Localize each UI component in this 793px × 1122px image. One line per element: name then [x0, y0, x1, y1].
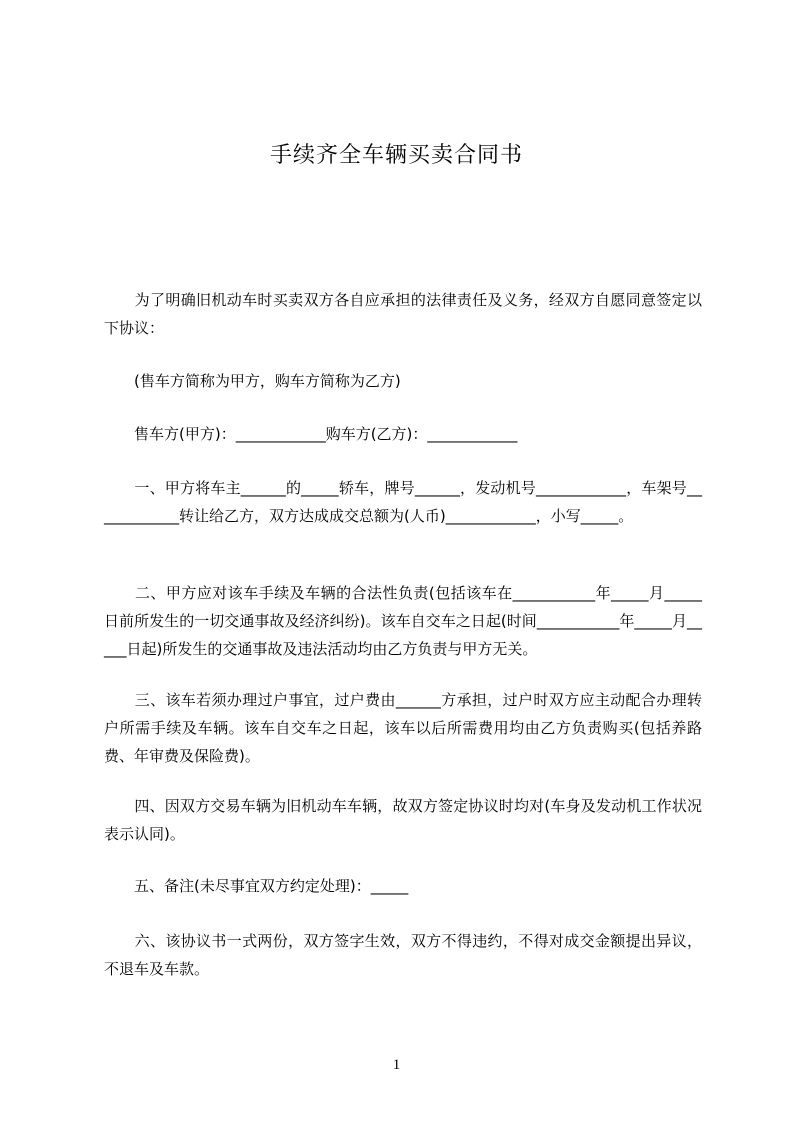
clause-4: 四、因双方交易车辆为旧机动车车辆，故双方签定协议时均对(车身及发动机工作状况表示认同)。 [104, 797, 702, 843]
page-number: 1 [392, 1057, 401, 1073]
clause-1: 一、甲方将车主______的_____轿车，牌号______，发动机号____________，车架号____________转让给乙方，双方达成成交总额为(人币)____________，小写_____。 [104, 479, 702, 525]
party-abbreviation-note: (售车方简称为甲方，购车方简称为乙方) [104, 372, 401, 390]
intro-paragraph: 为了明确旧机动车时买卖双方各自应承担的法律责任及义务，经双方自愿同意签定以下协议： [104, 291, 702, 337]
parties-line: 售车方(甲方)：____________购车方(乙方)：____________ [104, 425, 518, 443]
clause-2: 二、甲方应对该车手续及车辆的合法性负责(包括该车在___________年_____月_____日前所发生的一切交通事故及经济纠纷)。该车自交车之日起(时间___________年_____月_____日起)所发生的交通事故及违法活动均由乙方负责与甲方无关。 [104, 584, 702, 658]
clause-5: 五、备注(未尽事宜双方约定处理)：_____ [104, 877, 409, 895]
document-title: 手续齐全车辆买卖合同书 [269, 143, 523, 168]
clause-6: 六、该协议书一式两份，双方签字生效，双方不得违约，不得对成交金额提出异议，不退车及车款。 [104, 932, 702, 978]
clause-3: 三、该车若须办理过户事宜，过户费由______方承担，过户时双方应主动配合办理转户所需手续及车辆。该车自交车之日起，该车以后所需费用均由乙方负责购买(包括养路费、年审费及保险费)。 [104, 691, 702, 765]
